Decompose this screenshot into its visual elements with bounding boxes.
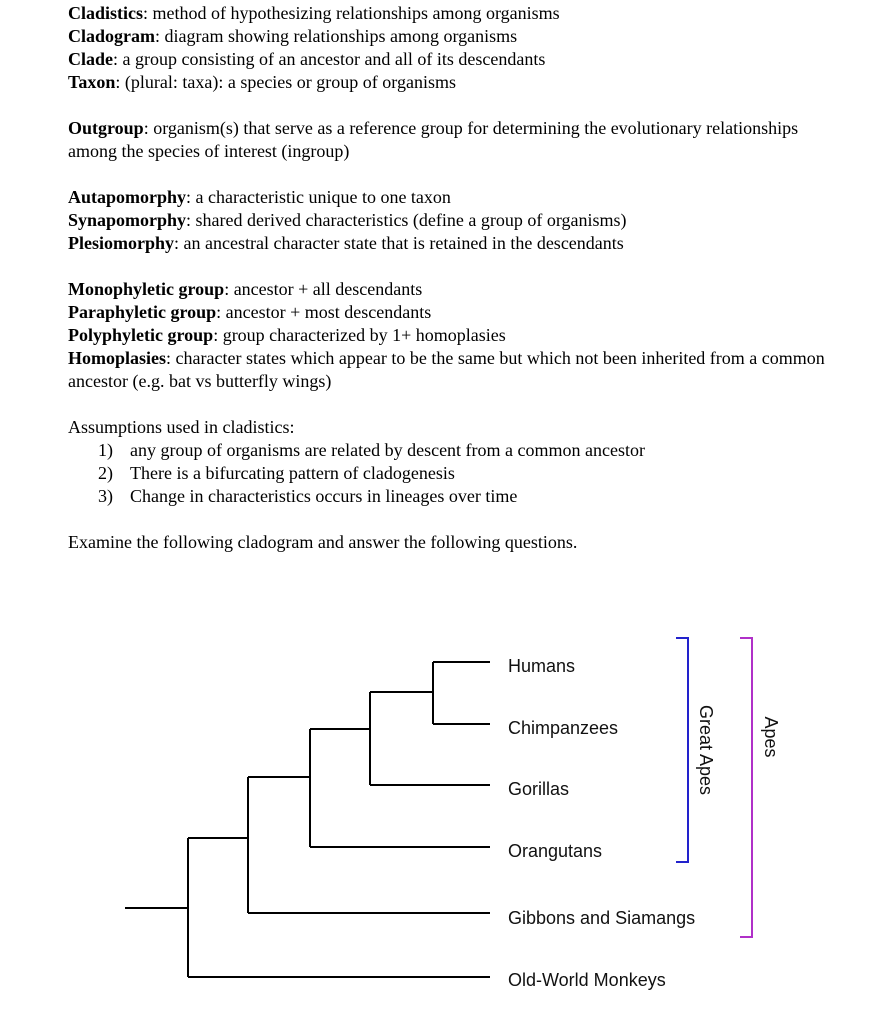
great-apes-label: Great Apes [696, 704, 716, 796]
instruction-text: Examine the following cladogram and answer the following questions. [68, 532, 578, 552]
definition-plesiomorphy: Plesiomorphy: an ancestral character state that is retained in the descendants [68, 233, 624, 253]
definition-outgroup: Outgroup: organism(s) that serve as a reference group for determining the evolutionary relationships among the species of interest (ingroup) [68, 118, 799, 161]
taxon-label-old-world-monkeys: Old-World Monkeys [508, 970, 666, 990]
assumption-item: 1) any group of organisms are related by descent from a common ancestor [98, 440, 645, 460]
assumption-item: 2) There is a bifurcating pattern of cladogenesis [98, 463, 455, 483]
taxon-label-gorillas: Gorillas [508, 779, 570, 799]
great-apes-bracket-line [676, 638, 688, 862]
assumptions-list [68, 439, 828, 508]
cladogram [0, 600, 874, 1024]
apes-bracket-line [740, 638, 752, 937]
taxon-label-gibbons-siamangs: Gibbons and Siamangs [508, 908, 696, 928]
definition-monophyletic: Monophyletic group: ancestor + all descendants [68, 279, 423, 299]
definition-cladistics: Cladistics: method of hypothesizing relationships among organisms [68, 3, 560, 23]
definition-paraphyletic: Paraphyletic group: ancestor + most descendants [68, 302, 432, 322]
definition-synapomorphy: Synapomorphy: shared derived characteristics (define a group of organisms) [68, 210, 627, 230]
definition-polyphyletic: Polyphyletic group: group characterized by 1+ homoplasies [68, 325, 506, 345]
definition-homoplasies: Homoplasies: character states which appear to be the same but which not been inherited from a common ancestor (e.g. bat vs butterfly wings) [68, 348, 825, 391]
taxon-label-orangutans: Orangutans [508, 841, 603, 861]
assumptions-heading: Assumptions used in cladistics: [68, 417, 295, 437]
definitions-section [68, 2, 828, 554]
great-apes-bracket [676, 638, 716, 862]
definition-clade: Clade: a group consisting of an ancestor and all of its descendants [68, 49, 546, 69]
apes-label: Apes [761, 716, 781, 758]
definition-autapomorphy: Autapomorphy: a characteristic unique to one taxon [68, 187, 451, 207]
definition-taxon: Taxon: (plural: taxa): a species or group of organisms [68, 72, 456, 92]
taxon-labels [508, 656, 695, 990]
definition-cladogram: Cladogram: diagram showing relationships among organisms [68, 26, 518, 46]
apes-bracket [740, 638, 781, 937]
taxon-label-humans: Humans [508, 656, 576, 676]
cladogram-branches [125, 662, 490, 977]
assumption-item: 3) Change in characteristics occurs in lineages over time [98, 486, 518, 506]
taxon-label-chimpanzees: Chimpanzees [508, 718, 619, 738]
